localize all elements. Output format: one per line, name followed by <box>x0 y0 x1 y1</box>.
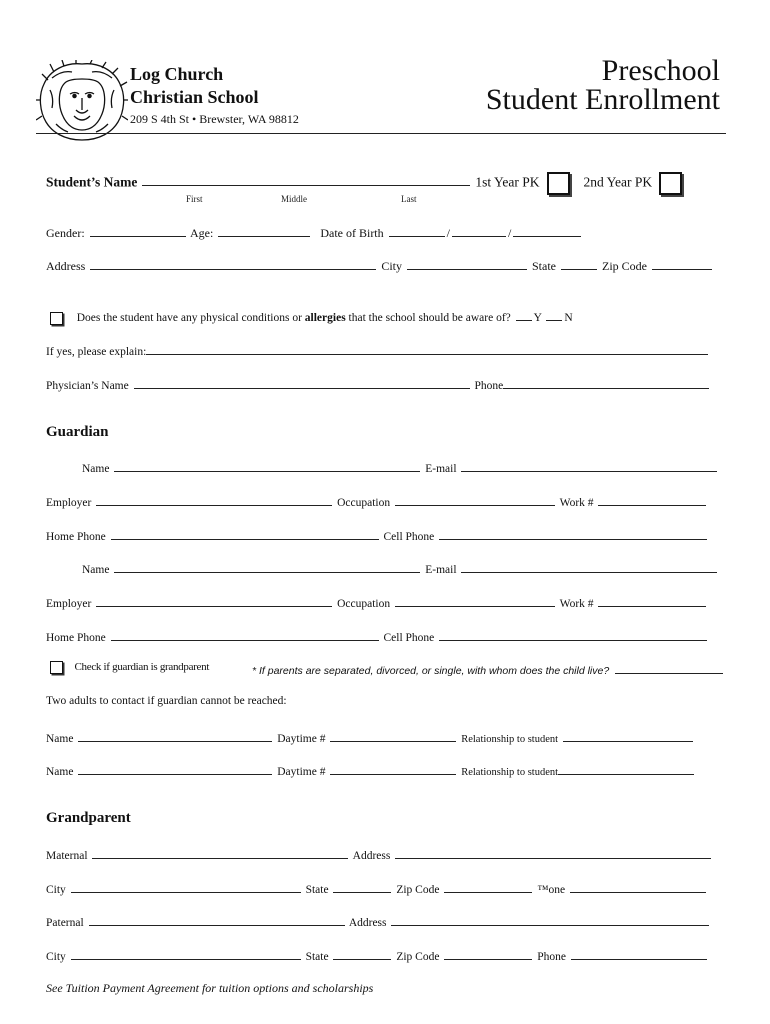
maternal-phone-field[interactable] <box>570 880 706 893</box>
maternal-name-field[interactable] <box>92 846 348 859</box>
guardian2-employer-label: Employer <box>46 598 92 610</box>
form-title-line1: Preschool <box>601 54 720 87</box>
contact2-name-field[interactable] <box>78 762 272 775</box>
guardian1-work-label: Work # <box>559 497 594 509</box>
guardian1-occupation-field[interactable] <box>395 493 555 506</box>
guardian2-work-label: Work # <box>559 598 594 610</box>
gender-label: Gender: <box>46 226 85 240</box>
allergy-question-bold: allergies <box>304 312 346 324</box>
allergy-question-row <box>50 308 573 325</box>
school-name <box>130 63 259 109</box>
grandparent-checkbox[interactable] <box>50 661 63 674</box>
yes-label: Y <box>533 312 542 324</box>
guardian1-phone-row <box>46 527 709 543</box>
student-name-row <box>46 172 682 195</box>
paternal-zip-label: Zip Code <box>396 951 440 963</box>
lion-logo-icon <box>36 60 128 142</box>
maternal-label: Maternal <box>46 850 88 862</box>
form-title <box>486 56 720 114</box>
guardian1-employer-label: Employer <box>46 497 92 509</box>
guardian2-employer-field[interactable] <box>96 594 332 607</box>
student-name-label: Student’s Name <box>46 174 138 190</box>
dob-day-field[interactable] <box>452 224 506 237</box>
paternal-address-label: Address <box>348 917 387 929</box>
guardian2-employer-row <box>46 594 708 610</box>
allergy-checkbox[interactable] <box>50 312 63 325</box>
paternal-label: Paternal <box>46 917 84 929</box>
guardian1-name-row <box>82 459 719 475</box>
contact2-relationship-field[interactable] <box>558 762 694 775</box>
allergy-question-post: that the school should be aware of? <box>345 312 511 324</box>
guardian2-occupation-field[interactable] <box>395 594 555 607</box>
guardian2-name-row <box>82 560 719 576</box>
guardian1-cell-phone-label: Cell Phone <box>383 531 435 543</box>
school-name-line2: Christian School <box>130 87 259 107</box>
last-name-sublabel: Last <box>401 194 417 204</box>
contact1-relationship-field[interactable] <box>563 729 693 742</box>
guardian1-home-phone-field[interactable] <box>111 527 379 540</box>
maternal-state-field[interactable] <box>333 880 391 893</box>
guardian2-phone-row <box>46 628 709 644</box>
zip-label: Zip Code <box>602 259 647 273</box>
guardian2-occupation-label: Occupation <box>337 598 391 610</box>
guardian1-email-label: E-mail <box>425 463 457 475</box>
gender-age-dob-row: Gender: Age: Date of Birth / / <box>46 224 583 241</box>
guardian1-name-field[interactable] <box>114 459 420 472</box>
paternal-city-field[interactable] <box>71 947 301 960</box>
custody-row <box>252 661 725 679</box>
contact1-name-field[interactable] <box>78 729 272 742</box>
school-address: 209 S 4th St • Brewster, WA 98812 <box>130 112 299 126</box>
age-field[interactable] <box>218 224 310 237</box>
guardian2-email-label: E-mail <box>425 564 457 576</box>
guardian-heading: Guardian <box>46 424 109 440</box>
school-name-line1: Log Church <box>130 64 224 84</box>
guardian2-cell-phone-label: Cell Phone <box>383 632 435 644</box>
explain-row <box>46 342 710 358</box>
footer-note: See Tuition Payment Agreement for tuition options and scholarships <box>46 981 374 995</box>
contacts-intro: Two adults to contact if guardian cannot be reached: <box>46 695 287 707</box>
guardian1-work-field[interactable] <box>598 493 706 506</box>
pk1-label: 1st Year PK <box>475 174 540 190</box>
guardian1-occupation-label: Occupation <box>337 497 391 509</box>
dob-month-field[interactable] <box>389 224 445 237</box>
custody-note: * If parents are separated, divorced, or single, with whom does the child live? <box>252 665 610 677</box>
pk1-checkbox[interactable] <box>547 172 570 195</box>
maternal-city-label: City <box>46 884 66 896</box>
physician-phone-label: Phone <box>474 380 504 392</box>
paternal-address-field[interactable] <box>391 913 709 926</box>
allergy-yes-field[interactable] <box>516 308 532 321</box>
paternal-phone-label: Phone <box>537 951 566 963</box>
paternal-phone-field[interactable] <box>571 947 707 960</box>
maternal-address-field[interactable] <box>395 846 711 859</box>
guardian2-work-field[interactable] <box>598 594 706 607</box>
maternal-city-field[interactable] <box>71 880 301 893</box>
physician-row <box>46 376 711 392</box>
state-field[interactable] <box>561 257 597 270</box>
age-label: Age: <box>190 226 214 240</box>
paternal-row <box>46 913 711 929</box>
zip-field[interactable] <box>652 257 712 270</box>
guardian1-employer-row <box>46 493 708 509</box>
contact2-row <box>46 762 696 778</box>
pk2-label: 2nd Year PK <box>583 174 653 190</box>
header-divider <box>36 133 726 134</box>
guardian2-home-phone-label: Home Phone <box>46 632 106 644</box>
form-title-line2: Student Enrollment <box>485 83 720 116</box>
pk2-checkbox[interactable] <box>659 172 682 195</box>
physician-field[interactable] <box>134 376 470 389</box>
grandparent-check-row <box>50 661 209 674</box>
no-label: N <box>564 312 573 324</box>
paternal-name-field[interactable] <box>89 913 345 926</box>
first-name-sublabel: First <box>186 194 203 204</box>
grandparent-check-label: Check if guardian is grandparent <box>74 661 210 674</box>
physician-phone-field[interactable] <box>503 376 709 389</box>
state-label: State <box>532 259 556 273</box>
paternal-city-label: City <box>46 951 66 963</box>
guardian1-employer-field[interactable] <box>96 493 332 506</box>
paternal-state-field[interactable] <box>333 947 391 960</box>
maternal-phone-label: ™one <box>537 884 566 896</box>
city-label: City <box>381 259 402 273</box>
maternal-row <box>46 846 713 862</box>
grandparent-heading: Grandparent <box>46 810 131 826</box>
maternal-state-label: State <box>305 884 329 896</box>
contact2-name-label: Name <box>46 766 74 778</box>
contact2-relationship-label: Relationship to student <box>461 767 559 778</box>
contact2-daytime-label: Daytime # <box>277 766 326 778</box>
student-address-row <box>46 257 714 274</box>
guardian2-home-phone-field[interactable] <box>111 628 379 641</box>
paternal-zip-field[interactable] <box>444 947 532 960</box>
maternal-city-row <box>46 880 708 896</box>
custody-field[interactable] <box>615 661 723 674</box>
paternal-state-label: State <box>305 951 329 963</box>
contact1-daytime-field[interactable] <box>330 729 456 742</box>
guardian1-email-field[interactable] <box>461 459 717 472</box>
dob-year-field[interactable] <box>513 224 581 237</box>
contact1-daytime-label: Daytime # <box>277 733 326 745</box>
city-field[interactable] <box>407 257 527 270</box>
gender-field[interactable] <box>90 224 186 237</box>
paternal-city-row <box>46 947 709 963</box>
contact2-daytime-field[interactable] <box>330 762 456 775</box>
allergy-no-field[interactable] <box>546 308 562 321</box>
address-label: Address <box>46 259 86 273</box>
address-field[interactable] <box>90 257 376 270</box>
guardian1-cell-phone-field[interactable] <box>439 527 707 540</box>
contact1-row <box>46 729 695 745</box>
allergy-question-pre: Does the student have any physical conditions or <box>76 312 305 324</box>
guardian2-name-label: Name <box>82 564 110 576</box>
dob-label: Date of Birth <box>320 226 384 240</box>
guardian1-home-phone-label: Home Phone <box>46 531 106 543</box>
guardian2-email-field[interactable] <box>461 560 717 573</box>
explain-label: If yes, please explain: <box>46 346 147 358</box>
physician-label: Physician’s Name <box>46 380 129 392</box>
maternal-zip-label: Zip Code <box>396 884 440 896</box>
maternal-zip-field[interactable] <box>444 880 532 893</box>
contact1-name-label: Name <box>46 733 74 745</box>
middle-name-sublabel: Middle <box>281 194 307 204</box>
student-name-field[interactable] <box>142 173 470 186</box>
explain-field[interactable] <box>146 342 708 355</box>
contact1-relationship-label: Relationship to student <box>461 734 559 745</box>
guardian2-cell-phone-field[interactable] <box>439 628 707 641</box>
guardian1-name-label: Name <box>82 463 110 475</box>
maternal-address-label: Address <box>352 850 391 862</box>
guardian2-name-field[interactable] <box>114 560 420 573</box>
